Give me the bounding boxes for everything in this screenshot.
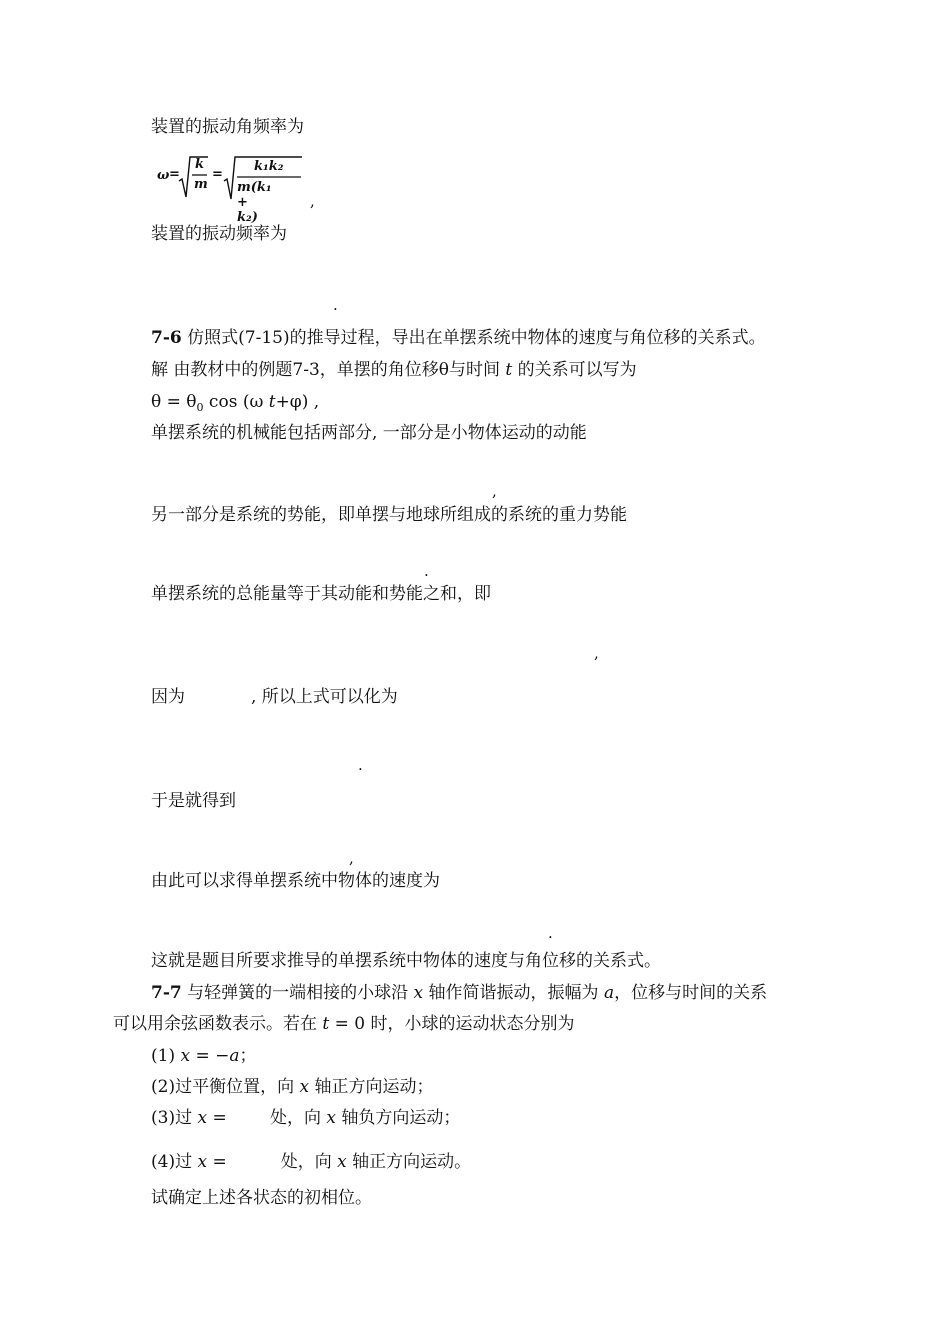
- case-4-b: = 处，向: [207, 1152, 338, 1172]
- p77-line2-b: = 0 时，小球的运动状态分别为: [329, 1014, 575, 1034]
- equals-sign-1: =: [169, 167, 180, 182]
- p77-text-a: 与轻弹簧的一端相接的小球沿: [187, 983, 414, 1003]
- case-1-a: a: [229, 1046, 240, 1066]
- text-line-frequency: 装置的振动频率为: [151, 224, 287, 244]
- text-line-conclusion: 这就是题目所要求推导的单摆系统中物体的速度与角位移的关系式。: [151, 951, 661, 971]
- problem-number-7-6: 7-6: [151, 328, 182, 348]
- case-3-c: 轴负方向运动；: [335, 1108, 461, 1128]
- solution-intro: [151, 359, 637, 381]
- case-1-x: x: [180, 1046, 191, 1066]
- formula-comma: ,: [310, 192, 315, 210]
- case-2-a: (2)过平衡位置，向: [151, 1077, 300, 1097]
- period-mark-2: .: [424, 562, 429, 580]
- eq-part-a: θ = θ: [151, 392, 197, 412]
- formula-k1k2: k₁k₂: [254, 159, 284, 174]
- case-3: [151, 1107, 460, 1129]
- because-label: 因为: [151, 687, 185, 707]
- case-3-b: = 处，向: [207, 1108, 327, 1128]
- eq-part-b: cos (ω: [203, 392, 269, 412]
- problem-number-7-7: 7-7: [151, 983, 182, 1003]
- comma-mark-1: ,: [492, 482, 497, 500]
- comma-mark-2: ,: [594, 644, 599, 662]
- case-2: [151, 1076, 433, 1098]
- period-mark-1: .: [333, 296, 338, 314]
- formula-m: m: [194, 177, 208, 192]
- formula-denominator: m(k₁ + k₂): [237, 180, 272, 225]
- var-t: t: [505, 360, 513, 380]
- text-line-thus: 于是就得到: [151, 791, 236, 811]
- p77-line2-a: 可以用余弦函数表示。若在: [113, 1014, 323, 1034]
- comma-mark-3: ,: [349, 849, 354, 867]
- case-3-a: (3)过: [151, 1108, 198, 1128]
- p77-text-b: 轴作简谐振动，振幅为: [423, 983, 604, 1003]
- text-line-potential: 另一部分是系统的势能，即单摆与地球所组成的系统的重力势能: [151, 505, 627, 525]
- period-mark-4: .: [548, 924, 553, 942]
- case-4-x2: x: [337, 1152, 347, 1172]
- text-line-velocity: 由此可以求得单摆系统中物体的速度为: [151, 871, 440, 891]
- case-1-end: ；: [239, 1046, 257, 1066]
- case-2-b: 轴正方向运动；: [309, 1077, 434, 1097]
- case-2-x: x: [299, 1077, 310, 1097]
- problem-7-6: [151, 327, 766, 349]
- because-rest: , 所以上式可以化为: [251, 687, 398, 707]
- p77-var-x: x: [413, 983, 424, 1003]
- omega-symbol: ω: [157, 168, 170, 183]
- case-3-x2: x: [326, 1108, 336, 1128]
- text-line-energy: 单摆系统的机械能包括两部分, 一部分是小物体运动的动能: [151, 423, 587, 443]
- eq-subscript: 0: [196, 401, 204, 414]
- problem-7-6-text: 仿照式(7-15)的推导过程，导出在单摆系统中物体的速度与角位移的关系式。: [187, 328, 766, 348]
- p77-var-t: t: [322, 1014, 330, 1034]
- case-1-eq: = −: [190, 1046, 230, 1066]
- equals-sign-2: =: [212, 167, 223, 182]
- eq-part-c: +φ) ,: [275, 392, 320, 412]
- problem-7-7-line2: [113, 1013, 575, 1035]
- case-1-label: (1): [151, 1046, 181, 1066]
- formula-k: k: [195, 157, 205, 172]
- case-4-a: (4)过: [151, 1152, 198, 1172]
- period-mark-3: .: [358, 756, 363, 774]
- case-4-x: x: [197, 1152, 208, 1172]
- text-line-because: [151, 686, 398, 708]
- case-3-x: x: [197, 1108, 208, 1128]
- case-1: [151, 1045, 257, 1067]
- p77-text-c: ，位移与时间的关系: [614, 983, 768, 1003]
- text-line-total-energy: 单摆系统的总能量等于其动能和势能之和，即: [151, 584, 491, 604]
- p77-var-a: a: [603, 983, 615, 1003]
- case-4-c: 轴正方向运动。: [346, 1152, 472, 1172]
- theta-equation: [151, 391, 319, 419]
- eq-var-t: t: [268, 392, 276, 412]
- problem-7-7: [151, 982, 767, 1004]
- text-line-final: 试确定上述各状态的初相位。: [151, 1188, 372, 1208]
- text-line-angular-frequency: 装置的振动角频率为: [151, 117, 304, 137]
- case-4: [151, 1151, 471, 1173]
- solution-intro-b: 的关系可以写为: [512, 360, 637, 380]
- solution-intro-a: 解 由教材中的例题7-3，单摆的角位移θ与时间: [151, 360, 506, 380]
